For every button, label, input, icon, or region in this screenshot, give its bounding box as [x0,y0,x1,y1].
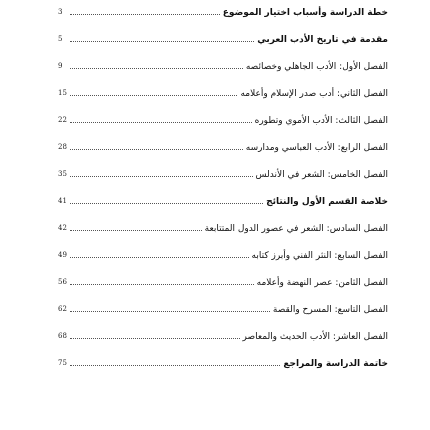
toc-entry [58,135,388,155]
toc-entry-title: الفصل الثاني: أدب صدر الإسلام وأعلامه [240,89,388,99]
toc-entry-title: الفصل الأول: الأدب الجاهلي وخصائصه [245,62,388,72]
toc-entry [58,324,388,344]
toc-page-number: 28 [58,143,67,151]
toc-page-number: 5 [58,35,63,43]
toc-entry [58,270,388,290]
toc-leader-dots [70,122,252,123]
toc-leader-dots [70,203,263,204]
toc-entry-title: الفصل العاشر: الأدب الحديث والمعاصر [242,332,388,342]
toc-entry [58,54,388,74]
toc-page-number: 75 [58,359,67,367]
toc-leader-dots [70,311,270,312]
toc-entry [58,0,388,20]
toc-leader-dots [70,41,254,42]
toc-leader-dots [70,176,253,177]
toc-entry-title: خاتمة الدراسة والمراجع [283,359,388,369]
toc-leader-dots [70,365,280,366]
toc-leader-dots [70,95,237,96]
toc-entry-title: الفصل التاسع: المسرح والقصة [272,305,388,315]
toc-leader-dots [70,257,249,258]
toc-page-number: 56 [58,278,67,286]
toc-entry-title: الفصل الثالث: الأدب الأموي وتطوره [254,116,388,126]
toc-leader-dots [70,68,243,69]
toc-entry [58,162,388,182]
toc-page-number: 41 [58,197,67,205]
toc-entry-title: الفصل الثامن: عصر النهضة وأعلامه [256,278,388,288]
toc-entry [58,297,388,317]
toc-leader-dots [70,230,202,231]
toc-entry-title: الفصل السادس: الشعر في عصور الدول المتتابعة [204,224,388,234]
toc-leader-dots [70,14,220,15]
toc-entry-title: خلاصة القسم الأول والنتائج [266,197,388,207]
toc-page-number: 35 [58,170,67,178]
toc-page-number: 3 [58,8,63,16]
toc-entry [58,216,388,236]
toc-page-number: 9 [58,62,63,70]
toc-leader-dots [70,338,240,339]
toc-entry [58,189,388,209]
toc-entry-title: الفصل الخامس: الشعر في الأندلس [255,170,388,180]
toc-page-number: 42 [58,224,67,232]
toc-entry [58,81,388,101]
toc-page-number: 68 [58,332,67,340]
toc-leader-dots [70,284,254,285]
toc-entry [58,27,388,47]
toc-entry-title: الفصل الرابع: الأدب العباسي ومدارسه [245,143,388,153]
toc-page-number: 62 [58,305,67,313]
toc-entry [58,108,388,128]
toc-entry [58,351,388,371]
toc-entry-title: خطة الدراسة وأسباب اختيار الموضوع [222,8,388,18]
toc-page-number: 22 [58,116,67,124]
toc-page-number: 15 [58,89,67,97]
toc-leader-dots [70,149,243,150]
toc-page-number: 49 [58,251,67,259]
toc-entry-title: الفصل السابع: النثر الفني وأبرز كتابه [251,251,388,261]
toc-entry [58,243,388,263]
toc-entry-title: مقدمة في تاريخ الأدب العربي [257,35,388,45]
